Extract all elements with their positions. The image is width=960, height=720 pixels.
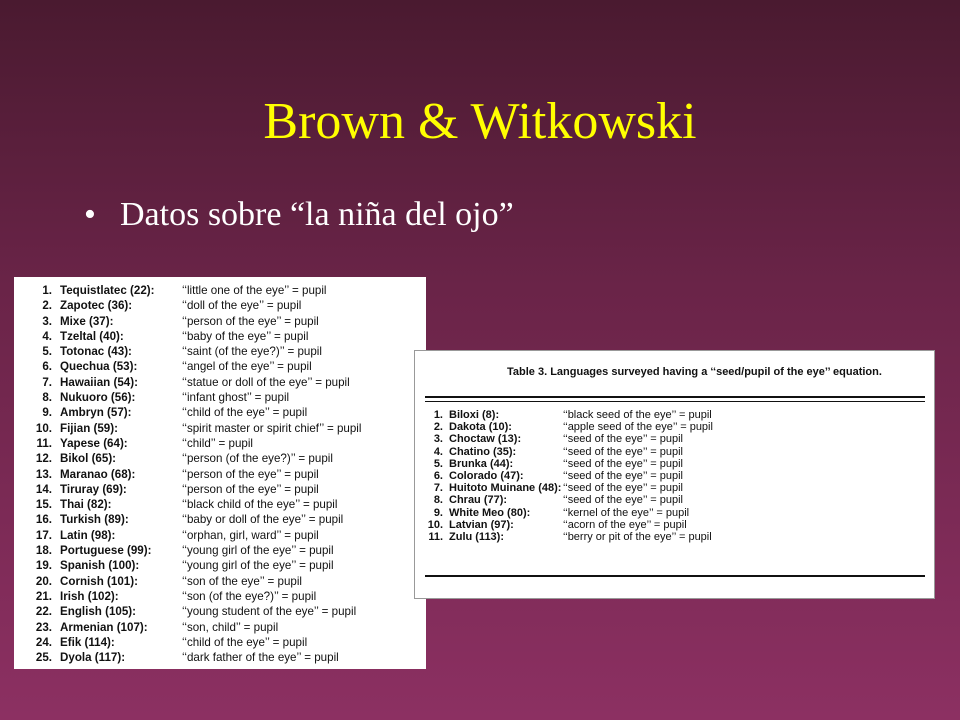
table-caption: Table 3. Languages surveyed having a ‘‘seed/pupil of the eye’’ equation. [507,366,882,378]
language-label: Nukuoro (56): [60,391,136,405]
language-label: Colorado (47): [449,469,524,482]
gloss-text: ‘‘doll of the eye’’ = pupil [182,299,302,313]
table-row [14,482,426,497]
language-label: Zapotec (36): [60,299,133,313]
row-number: 24. [35,635,52,649]
gloss-text: ‘‘black child of the eye’’ = pupil [182,498,338,512]
gloss-text: ‘‘apple seed of the eye’’ = pupil [563,421,713,434]
language-label: Irish (102): [60,589,119,603]
language-label: Chrau (77): [449,494,508,507]
language-label: Choctaw (13): [449,433,522,446]
row-number: 19. [35,559,52,573]
row-number: 18. [35,544,52,558]
gloss-text: ‘‘child’’ = pupil [182,436,254,450]
row-number: 4. [42,329,52,343]
gloss-text: ‘‘berry or pit of the eye’’ = pupil [563,530,712,543]
gloss-text: ‘‘kernel of the eye’’ = pupil [563,506,690,519]
table-row [415,433,934,445]
row-number: 21. [35,589,52,603]
bullet-marker: • [84,196,96,233]
table-row [415,470,934,482]
row-number: 11. [428,530,443,543]
gloss-text: ‘‘person of the eye’’ = pupil [182,314,319,328]
table-header-rule [425,401,925,402]
language-label: Huitoto Muinane (48): [449,482,562,495]
language-label: Tzeltal (40): [60,329,124,343]
row-number: 3. [433,433,443,446]
gloss-text: ‘‘saint (of the eye?)’’ = pupil [182,345,322,359]
row-number: 9. [42,406,52,420]
row-number: 22. [35,605,52,619]
table-row [415,494,934,506]
gloss-text: ‘‘son, child’’ = pupil [182,620,279,634]
row-number: 2. [433,421,443,434]
language-label: Totonac (43): [60,345,132,359]
language-label: Armenian (107): [60,620,148,634]
language-label: Dyola (117): [60,651,126,665]
table-row [14,650,426,665]
table-row [415,531,934,543]
row-number: 3. [42,314,52,328]
table-row [415,458,934,470]
table-bottom-rule [425,575,925,577]
language-label: Latin (98): [60,528,116,542]
table-row [14,467,426,482]
table-row [14,558,426,573]
table-row [415,446,934,458]
gloss-text: ‘‘acorn of the eye’’ = pupil [563,518,687,531]
language-label: Cornish (101): [60,574,138,588]
row-number: 6. [42,360,52,374]
bullet-text: Datos sobre “la niña del ojo” [120,196,514,233]
gloss-text: ‘‘baby of the eye’’ = pupil [182,329,309,343]
language-label: Yapese (64): [60,436,128,450]
row-number: 8. [42,391,52,405]
language-label: Efik (114): [60,635,115,649]
row-number: 10. [427,518,443,531]
language-label: Quechua (53): [60,360,138,374]
gloss-text: ‘‘young girl of the eye’’ = pupil [182,559,334,573]
row-number: 11. [36,436,52,450]
scanned-table-right [414,350,935,599]
language-label: White Meo (80): [449,506,531,519]
row-number: 14. [35,482,52,496]
row-number: 7. [42,375,52,389]
language-label: Zulu (113): [449,530,505,543]
gloss-text: ‘‘seed of the eye’’ = pupil [563,433,683,446]
row-number: 2. [42,299,52,313]
gloss-text: ‘‘young student of the eye’’ = pupil [182,605,357,619]
row-number: 20. [35,574,52,588]
gloss-text: ‘‘baby or doll of the eye’’ = pupil [182,513,344,527]
row-number: 13. [35,467,52,481]
table-row [415,409,934,421]
row-number: 17. [35,528,52,542]
table-row [14,314,426,329]
slide-title: Brown & Witkowski [263,93,697,150]
row-number: 4. [433,445,443,458]
table-row [14,421,426,436]
row-number: 8. [433,494,443,507]
gloss-text: ‘‘seed of the eye’’ = pupil [563,469,683,482]
gloss-text: ‘‘black seed of the eye’’ = pupil [563,409,712,421]
gloss-text: ‘‘son (of the eye?)’’ = pupil [182,589,317,603]
language-label: Ambryn (57): [60,406,132,420]
table-row [14,604,426,619]
row-number: 15. [35,498,52,512]
language-label: Biloxi (8): [449,409,500,421]
language-label: Fijian (59): [60,421,118,435]
gloss-text: ‘‘person of the eye’’ = pupil [182,482,319,496]
language-label: Turkish (89): [60,513,129,527]
language-label: Tequistlatec (22): [60,284,155,297]
table-row [415,421,934,433]
row-number: 6. [433,469,443,482]
table-top-rule [425,396,925,398]
gloss-text: ‘‘dark father of the eye’’ = pupil [182,651,339,665]
table-body [415,409,934,543]
language-label: Dakota (10): [449,421,512,434]
gloss-text: ‘‘child of the eye’’ = pupil [182,635,308,649]
table-row [14,589,426,604]
row-number: 1. [433,409,443,421]
table-row [14,574,426,589]
row-number: 7. [433,482,443,495]
bullet-item [84,196,514,234]
row-number: 16. [35,513,52,527]
row-number: 12. [35,452,52,466]
row-number: 1. [42,284,52,297]
language-label: Bikol (65): [60,452,117,466]
gloss-text: ‘‘infant ghost’’ = pupil [182,391,290,405]
table-row [14,390,426,405]
gloss-text: ‘‘seed of the eye’’ = pupil [563,494,683,507]
row-number: 9. [433,506,443,519]
gloss-text: ‘‘little one of the eye’’ = pupil [182,284,327,297]
table-row [14,543,426,558]
language-label: English (105): [60,605,137,619]
scanned-table-left [14,277,426,669]
table-row [415,519,934,531]
table-row [415,507,934,519]
gloss-text: ‘‘angel of the eye’’ = pupil [182,360,312,374]
gloss-text: ‘‘orphan, girl, ward’’ = pupil [182,528,319,542]
gloss-text: ‘‘son of the eye’’ = pupil [182,574,302,588]
language-label: Brunka (44): [449,457,514,470]
table-row [14,436,426,451]
table-row [14,512,426,527]
gloss-text: ‘‘seed of the eye’’ = pupil [563,457,683,470]
table-row [14,497,426,512]
table-row [14,620,426,635]
language-label: Hawaiian (54): [60,375,138,389]
language-label: Tiruray (69): [60,482,127,496]
gloss-text: ‘‘seed of the eye’’ = pupil [563,482,683,495]
language-label: Mixe (37): [60,314,114,328]
language-label: Latvian (97): [449,518,514,531]
table-row [14,635,426,650]
gloss-text: ‘‘person (of the eye?)’’ = pupil [182,452,333,466]
gloss-text: ‘‘person of the eye’’ = pupil [182,467,319,481]
gloss-text: ‘‘child of the eye’’ = pupil [182,406,308,420]
gloss-text: ‘‘spirit master or spirit chief’’ = pupil [182,421,362,435]
language-label: Chatino (35): [449,445,517,458]
table-row [14,298,426,313]
row-number: 23. [35,620,52,634]
table-row [14,344,426,359]
table-row [14,329,426,344]
table-row [14,405,426,420]
table-row [14,375,426,390]
row-number: 10. [35,421,52,435]
table-row [14,359,426,374]
row-number: 5. [42,345,52,359]
gloss-text: ‘‘statue or doll of the eye’’ = pupil [182,375,350,389]
table-row [415,482,934,494]
language-label: Thai (82): [60,498,112,512]
row-number: 5. [433,457,443,470]
table-row [14,451,426,466]
row-number: 25. [35,651,52,665]
gloss-text: ‘‘young girl of the eye’’ = pupil [182,544,334,558]
language-label: Maranao (68): [60,467,136,481]
language-label: Portuguese (99): [60,544,152,558]
table-row [14,283,426,298]
table-row [14,528,426,543]
language-label: Spanish (100): [60,559,140,573]
gloss-text: ‘‘seed of the eye’’ = pupil [563,445,683,458]
